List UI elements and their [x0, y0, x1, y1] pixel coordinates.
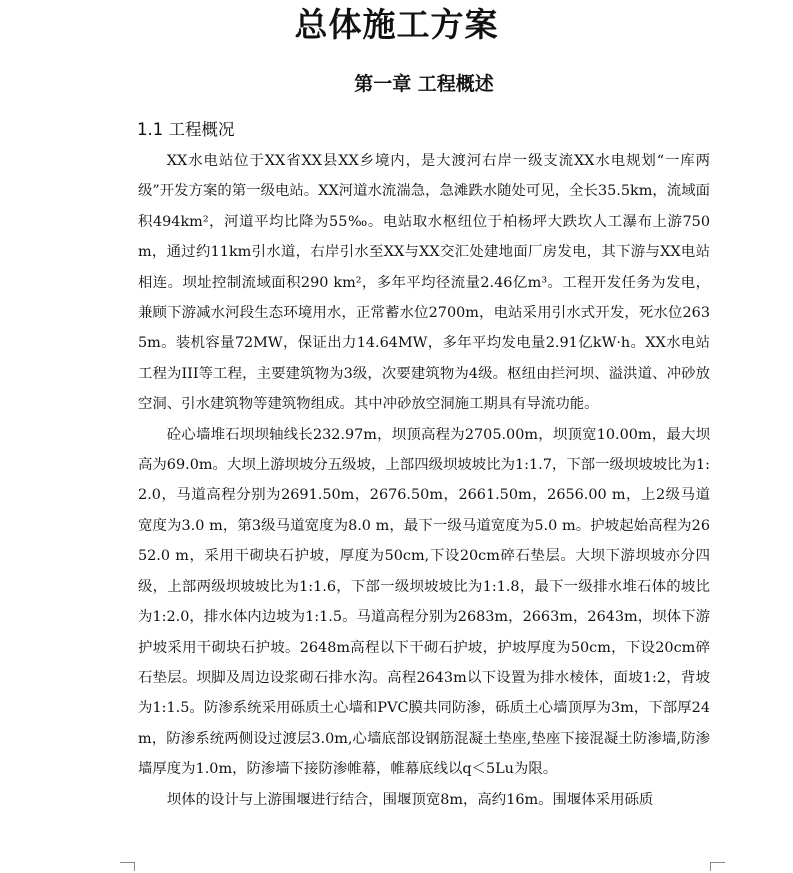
- chapter-title: 第一章 工程概述: [354, 73, 494, 95]
- paragraph-cofferdam: 坝体的设计与上游围堰进行结合，围堰顶宽8m，高约16m。围堰体采用砾质: [166, 791, 654, 808]
- paragraph-dam: 砼心墙堆石坝坝轴线长232.97m，坝顶高程为2705.00m，坝顶宽10.00m，最大坝高为69.0m。大坝上游坝坡分五级坡，上部四级坝坡坡比为1:1.7，下部一级坝坡坡比为1:2.0，马道高程分别为2691.50m，2676.50m，2661.50m，2656.00 m，上2级马道宽度为3.0 m，第3级马道宽度为8.0 m，最下一级马道宽度为5.0 m。护坡起始高程为2652.0 m，采用干砌块石护坡，厚度为50cm,下设20cm碎石垫层。大坝下游坝坡亦分四级，上部两级坝坡坡比为1:1.6，下部一级坝坡坡比为1:1.8，最下一级排水堆石体的坡比为1:2.0，排水体内边坡为1:1.5。马道高程分别为2683m，2663m，2643m，坝体下游护坡采用干砌块石护坡。2648m高程以下干砌石护坡，护坡厚度为50cm，下设20cm碎石垫层。坝脚及周边设浆砌石排水沟。高程2643m以下设置为排水棱体，面坡1:2，背坡为1:1.5。防渗系统采用砾质土心墙和PVC膜共同防渗，砾质土心墙顶厚为3m，下部厚24m，防渗系统两侧设过渡层3.0m,心墙底部设钢筋混凝土垫座,垫座下接混凝土防渗墙,防渗墙厚度为1.0m，防渗墙下接防渗帷幕，帷幕底线以q＜5Lu为限。: [138, 426, 710, 778]
- margin-corner-mark-right: [710, 862, 725, 871]
- margin-corner-mark-left: [120, 862, 135, 871]
- section-title: 1.1 工程概况: [137, 120, 235, 139]
- paragraph-overview: XX水电站位于XX省XX县XX乡境内，是大渡河右岸一级支流XX水电规划“一库两级”开发方案的第一级电站。XX河道水流湍急，急滩跌水随处可见，全长35.5km，流域面积494km²，河道平均比降为55‰。电站取水枢纽位于柏杨坪大跌坎人工瀑布上游750m，通过约11km引水道，右岸引水至XX与XX交汇处建地面厂房发电，其下游与XX电站相连。坝址控制流域面积290 km²，多年平均径流量2.46亿m³。工程开发任务为发电，兼顾下游减水河段生态环境用水，正常蓄水位2700m，电站采用引水式开发，死水位2635m。装机容量72MW，保证出力14.64MW，多年平均发电量2.91亿kW·h。XX水电站工程为III等工程，主要建筑物为3级，次要建筑物为4级。枢纽由拦河坝、溢洪道、冲砂放空洞、引水建筑物等建筑物组成。其中冲砂放空洞施工期具有导流功能。: [138, 153, 710, 413]
- document-title: 总体施工方案: [294, 5, 499, 44]
- document-body: [138, 146, 710, 815]
